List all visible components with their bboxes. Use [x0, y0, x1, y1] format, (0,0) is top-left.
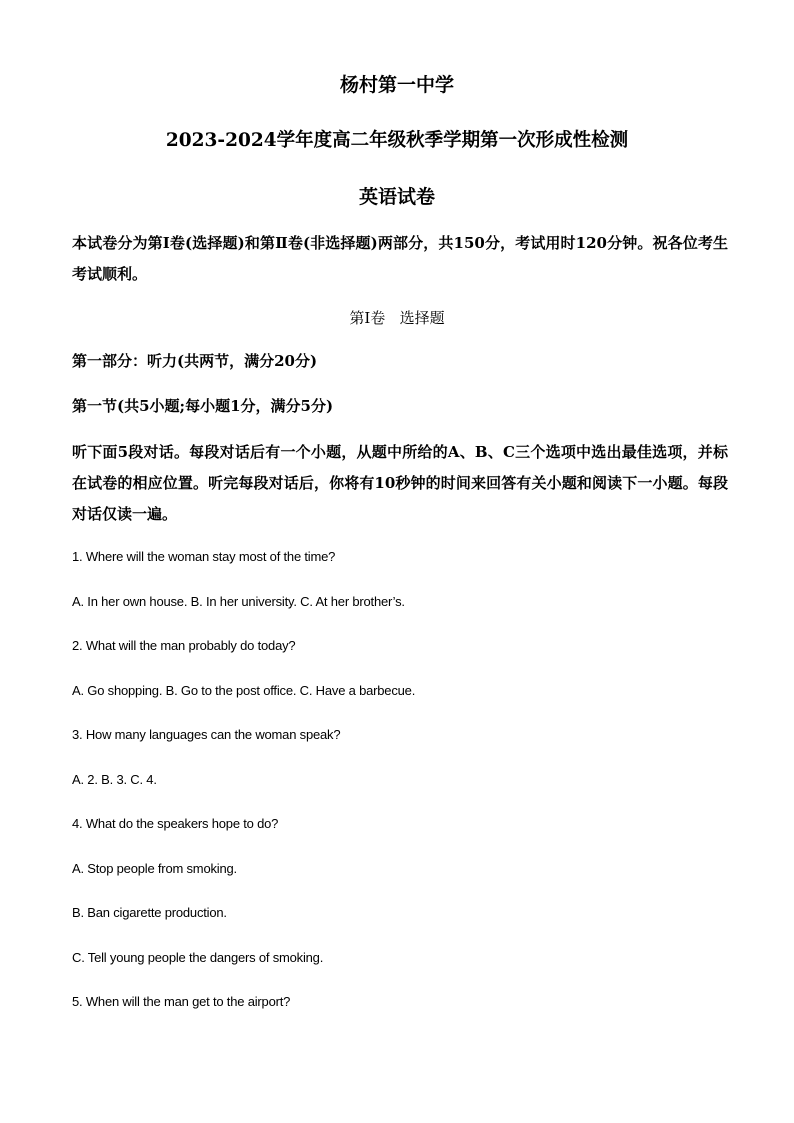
question-4-option-c: C. Tell young people the dangers of smoking. — [72, 950, 324, 965]
volume1-heading: 第Ⅰ卷 选择题 — [349, 309, 445, 327]
intro-paragraph: 本试卷分为第Ⅰ卷(选择题)和第Ⅱ卷(非选择题)两部分，共150分，考试用时120分钟。祝各位考生考试顺利。 — [72, 234, 728, 283]
part1-heading: 第一部分：听力(共两节，满分20分) — [72, 352, 318, 370]
section1-heading: 第一节(共5小题;每小题1分，满分5分) — [72, 397, 334, 415]
school-name: 杨村第一中学 — [339, 74, 454, 96]
subject-title: 英语试卷 — [358, 186, 435, 208]
question-4-option-a: A. Stop people from smoking. — [72, 861, 237, 876]
question-4-option-b: B. Ban cigarette production. — [72, 905, 227, 920]
question-3-stem: 3. How many languages can the woman speak? — [72, 727, 341, 742]
listening-directions: 听下面5段对话。每段对话后有一个小题，从题中所给的A、B、C三个选项中选出最佳选项，并标在试卷的相应位置。听完每段对话后，你将有10秒钟的时间来回答有关小题和阅读下一小题。每段对话仅读一遍。 — [72, 443, 728, 523]
question-1-options: A. In her own house. B. In her university. C. At her brother’s. — [72, 594, 405, 609]
question-3-options: A. 2. B. 3. C. 4. — [72, 772, 157, 787]
question-5-stem: 5. When will the man get to the airport? — [72, 994, 291, 1009]
question-2-stem: 2. What will the man probably do today? — [72, 638, 296, 653]
question-2-options: A. Go shopping. B. Go to the post office. C. Have a barbecue. — [72, 683, 416, 698]
question-1-stem: 1. Where will the woman stay most of the time? — [72, 549, 336, 564]
exam-title: 2023-2024学年度高二年级秋季学期第一次形成性检测 — [165, 130, 629, 151]
question-4-stem: 4. What do the speakers hope to do? — [72, 816, 279, 831]
